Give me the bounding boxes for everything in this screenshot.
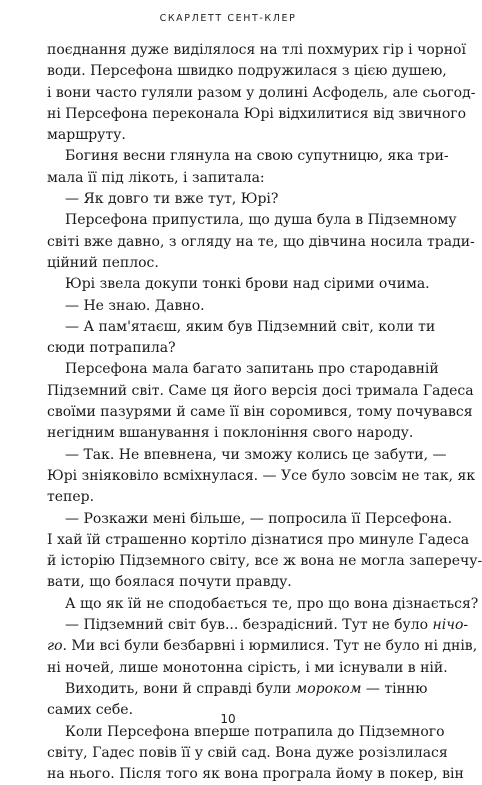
- text-line: [47, 551, 482, 572]
- line-text: самих себе.: [47, 702, 134, 719]
- text-line: [47, 104, 467, 125]
- text-line: [47, 423, 414, 444]
- text-line: [47, 189, 403, 210]
- text-line: [47, 445, 447, 466]
- text-line: [47, 253, 403, 274]
- line-text: — Підземний світ був... безрадісний. Тут не було: [65, 617, 433, 634]
- line-text: води. Персефона швидко подружилася з цією душею,: [47, 63, 447, 80]
- text-line: [47, 487, 403, 508]
- italic-text: мороком: [295, 680, 362, 697]
- body-text: [47, 40, 482, 785]
- text-line: [47, 402, 473, 423]
- text-line: [47, 146, 449, 167]
- line-text: — тінню: [361, 680, 428, 697]
- text-line: [47, 296, 403, 317]
- line-text: Персефона мала багато запитань про стародавній: [65, 361, 439, 378]
- line-text: Підземний світ. Саме ця його версія досі тримала Гадеса: [47, 382, 474, 399]
- line-text: маршруту.: [47, 127, 126, 144]
- text-line: [47, 274, 430, 295]
- italic-text: го: [47, 638, 63, 655]
- text-line: [47, 636, 478, 657]
- line-text: тепер.: [47, 489, 95, 506]
- text-line: [47, 210, 457, 231]
- line-text: — Так. Не впевнена, чи зможу колись це забути, —: [65, 446, 447, 463]
- text-line: [47, 615, 469, 636]
- text-line: [47, 509, 453, 530]
- text-line: [47, 232, 475, 253]
- line-text: . Ми всі були безбарвні і юрмилися. Тут не було ні днів,: [62, 638, 478, 655]
- line-text: світу, Гадес повів її у свій сад. Вона дуже розізлилася: [47, 744, 448, 761]
- line-text: вати, що боялася почути правду.: [47, 574, 292, 591]
- text-line: [47, 381, 474, 402]
- text-line: [47, 125, 403, 146]
- line-text: і вони часто гуляли разом у долині Асфодель, але сьогод-: [47, 84, 476, 101]
- line-text: І хай їй страшенно кортіло дізнатися про минуле Гадеса: [47, 531, 470, 548]
- line-text: ні ночей, лише монотонна сірість, і ми існували в ній.: [47, 659, 448, 676]
- line-text: на нього. Після того як вона програла йому в покер, він: [47, 766, 464, 783]
- line-text: сюди потрапила?: [47, 340, 176, 357]
- text-line: [47, 764, 464, 785]
- line-text: — А пам'ятаєш, яким був Підземний світ, коли ти: [65, 318, 436, 335]
- line-text: — Як довго ти вже тут, Юрі?: [65, 191, 279, 208]
- line-text: мала її під лікоть, і запитала:: [47, 169, 265, 186]
- text-line: [47, 317, 436, 338]
- text-line: [47, 530, 470, 551]
- text-line: [47, 40, 466, 61]
- line-text: своїми пазурями й саме її він соромився, тому почувався: [47, 404, 473, 421]
- line-text: поєднання дуже виділялося на тлі похмурих гір і чорної: [47, 42, 466, 58]
- text-line: [47, 572, 403, 593]
- line-text: — Не знаю. Давно.: [65, 297, 205, 314]
- text-line: [47, 61, 447, 82]
- text-line: [47, 743, 448, 764]
- italic-text: нічо-: [432, 617, 469, 634]
- text-line: [47, 83, 476, 104]
- line-text: й історію Підземного світу, все ж вона не могла заперечу-: [47, 553, 482, 570]
- text-line: [47, 338, 403, 359]
- text-line: [47, 359, 439, 380]
- text-line: [47, 679, 428, 700]
- line-text: — Розкажи мені більше, — попросила її Персефона.: [65, 510, 453, 527]
- line-text: негідним вшанування і поклоніння свого народу.: [47, 425, 414, 442]
- line-text: Коли Персефона вперше потрапила до Підземного: [65, 723, 445, 740]
- text-line: [47, 466, 476, 487]
- text-line: [47, 658, 448, 679]
- line-text: Богиня весни глянула на свою супутницю, яка три-: [65, 148, 449, 165]
- line-text: Виходить, вони й справді були: [65, 680, 296, 697]
- line-text: світі вже давно, з огляду на те, що дівчина носила тради-: [47, 233, 475, 250]
- text-line: [47, 168, 403, 189]
- line-text: Юрі звела докупи тонкі брови над сірими очима.: [65, 276, 430, 293]
- line-text: Персефона припустила, що душа була в Підземному: [65, 212, 457, 229]
- line-text: ні Персефона переконала Юрі відхилитися від звичного: [47, 105, 467, 122]
- line-text: А що як їй не сподобається те, про що вона дізнається?: [65, 595, 479, 612]
- line-text: ційний пеплос.: [47, 254, 159, 271]
- running-head: СКАРЛЕТТ СЕНТ-КЛЕР: [159, 13, 297, 24]
- line-text: Юрі зніяковіло всміхнулася. — Усе було зовсім не так, як: [47, 467, 476, 484]
- text-line: [47, 594, 479, 615]
- page-number: 10: [220, 712, 236, 726]
